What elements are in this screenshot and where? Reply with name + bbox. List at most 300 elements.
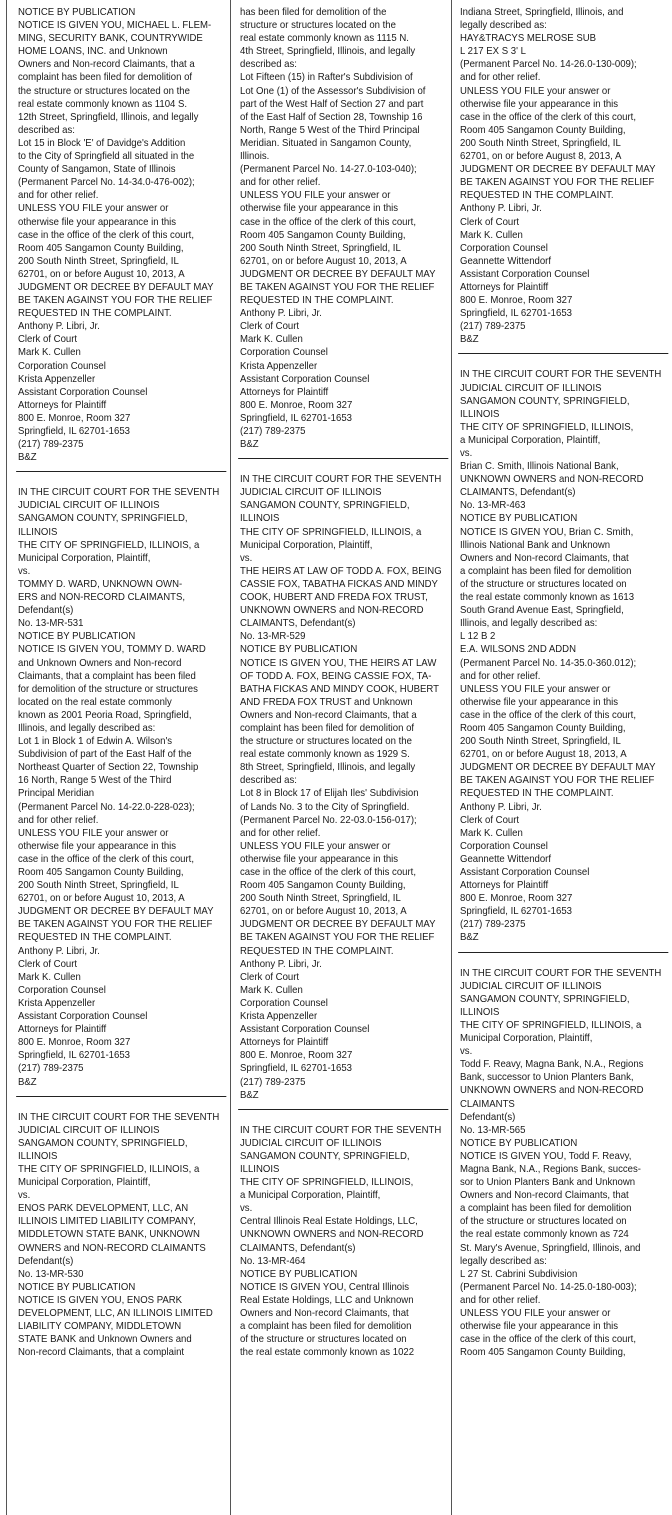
notice-line: case in the office of the clerk of this court, [18, 853, 195, 865]
notice-line: 4th Street, Springfield, Illinois, and legally [240, 46, 416, 58]
notice-line: Municipal Corporation, Plaintiff, [18, 1177, 151, 1189]
legal-notice [460, 368, 662, 944]
notice-line: Illinois, and legally described as: [18, 722, 156, 734]
notice-line: Springfield, IL 62701-1653 [240, 412, 352, 424]
notice-line: Illinois National Bank and Unknown [460, 539, 611, 551]
notice-line: Mark K. Cullen [18, 971, 81, 983]
notice-line: Room 405 Sangamon County Building, [460, 1347, 626, 1359]
notice-line: (Permanent Parcel No. 14-26.0-130-009); [460, 59, 637, 71]
notice-line: E.A. WILSONS 2ND ADDN [460, 644, 577, 656]
notice-line: Attorneys for Plaintiff [240, 386, 329, 398]
notice-line: No. 13-MR-529 [240, 631, 306, 643]
notice-line: otherwise file your appearance in this [460, 98, 619, 110]
notice-line: and for other relief. [460, 670, 541, 682]
notice-line: Springfield, IL 62701-1653 [18, 1050, 130, 1062]
notice-line: Springfield, IL 62701-1653 [460, 308, 572, 320]
notice-line: Owners and Non-record Claimants, that a [240, 709, 417, 721]
notice-line: JUDGMENT OR DECREE BY DEFAULT MAY [460, 762, 656, 774]
notice-line: the real estate commonly known as 1613 [460, 592, 635, 604]
notice-line: of the structure or structures located on [240, 1334, 407, 1346]
notice-line: Springfield, IL 62701-1653 [18, 426, 130, 437]
notice-line: otherwise file your appearance in this [18, 840, 177, 852]
notice-line: otherwise file your appearance in this [460, 696, 619, 708]
notice-line: 800 E. Monroe, Room 327 [18, 412, 131, 424]
notice-line: Krista Appenzeller [240, 360, 318, 372]
notice-line: Lot 1 in Block 1 of Edwin A. Wilson's [18, 736, 173, 748]
notice-line: and for other relief. [18, 814, 99, 826]
notice-line: Clerk of Court [460, 814, 520, 826]
column-1 [18, 6, 220, 1359]
notice-line: JUDGMENT OR DECREE BY DEFAULT MAY [460, 164, 656, 176]
notice-line: REQUESTED IN THE COMPLAINT. [460, 190, 614, 202]
notice-line: THE HEIRS AT LAW OF TODD A. FOX, BEING [240, 565, 442, 577]
notice-line: UNKNOWN OWNERS and NON-RECORD [240, 1229, 424, 1241]
notice-line: B&Z [18, 452, 37, 464]
notice-line: (Permanent Parcel No. 14-34.0-476-002); [18, 177, 195, 189]
column-rule [451, 0, 452, 1515]
notice-line: SANGAMON COUNTY, SPRINGFIELD, [18, 513, 188, 525]
notice-line: Anthony P. Libri, Jr. [240, 958, 322, 970]
notice-line: (Permanent Parcel No. 14-25.0-180-003); [460, 1281, 637, 1293]
notice-line: ILLINOIS [460, 1006, 500, 1018]
notice-line: Springfield, IL 62701-1653 [460, 906, 572, 918]
notice-line: JUDICIAL CIRCUIT OF ILLINOIS [240, 487, 382, 499]
notice-line: Attorneys for Plaintiff [18, 1024, 107, 1036]
notice-line: case in the office of the clerk of this court, [460, 111, 637, 123]
notice-line: JUDICIAL CIRCUIT OF ILLINOIS [18, 1124, 160, 1136]
notice-line: No. 13-MR-464 [240, 1255, 306, 1267]
notice-line: COOK, HUBERT AND FREDA FOX TRUST, [240, 592, 428, 604]
notice-line: Clerk of Court [460, 216, 520, 228]
notice-line: of the structure or structures located on [460, 1216, 627, 1228]
notice-line: 200 South Ninth Street, Springfield, IL [240, 893, 401, 905]
notice-line: has been filed for demolition of the [240, 7, 387, 18]
notice-line: the real estate commonly known as 1022 [240, 1347, 415, 1359]
notice-line: Room 405 Sangamon County Building, [18, 867, 184, 878]
notice-line: Anthony P. Libri, Jr. [240, 308, 322, 320]
notice-line: Anthony P. Libri, Jr. [18, 945, 100, 957]
notice-line: legally described as: [460, 20, 547, 32]
notice-line: HOME LOANS, INC. and Unknown [18, 46, 168, 58]
notice-line: ILLINOIS [460, 408, 500, 420]
notice-line: B&Z [18, 1076, 37, 1088]
notice-line: NOTICE IS GIVEN YOU, Todd F. Reavy, [460, 1150, 632, 1162]
notice-line: JUDICIAL CIRCUIT OF ILLINOIS [240, 1137, 382, 1149]
notice-line: SANGAMON COUNTY, SPRINGFIELD, [240, 1150, 410, 1162]
notice-line: 62701, on or before August 10, 2013, A [240, 255, 407, 267]
notice-line: JUDICIAL CIRCUIT OF ILLINOIS [18, 500, 160, 512]
notice-line: case in the office of the clerk of this court, [460, 709, 637, 721]
notice-line: 62701, on or before August 18, 2013, A [460, 749, 627, 761]
notice-line: L 217 EX S 3' L [460, 46, 526, 58]
column-2 [240, 6, 442, 1359]
notice-line: CLAIMANTS, Defendant(s) [240, 1242, 356, 1254]
notice-line: a Municipal Corporation, Plaintiff, [460, 434, 601, 446]
notice-line: structure or structures located on the [240, 20, 396, 32]
notice-line: (217) 789-2375 [18, 439, 84, 451]
notice-line: ILLINOIS LIMITED LIABILITY COMPANY, [18, 1216, 196, 1228]
notice-line: Corporation Counsel [240, 997, 328, 1009]
notice-line: UNLESS YOU FILE your answer or [18, 203, 169, 215]
notice-line: IN THE CIRCUIT COURT FOR THE SEVENTH [240, 1124, 442, 1136]
notice-line: UNKNOWN OWNERS and NON-RECORD [460, 1085, 644, 1097]
notice-line: MING, SECURITY BANK, COUNTRYWIDE [18, 33, 203, 45]
notice-line: BE TAKEN AGAINST YOU FOR THE RELIEF [240, 281, 435, 293]
notice-line: Room 405 Sangamon County Building, [18, 242, 184, 254]
notice-line: 8th Street, Springfield, Illinois, and legally [240, 762, 416, 774]
notice-line: Municipal Corporation, Plaintiff, [460, 1033, 593, 1045]
notice-line: IN THE CIRCUIT COURT FOR THE SEVENTH [460, 369, 662, 381]
notice-line: a complaint has been filed for demolition [460, 1203, 632, 1215]
notice-line: case in the office of the clerk of this court, [460, 1334, 637, 1346]
notice-line: No. 13-MR-531 [18, 618, 84, 630]
notice-line: Geannette Wittendorf [460, 853, 552, 865]
notice-line: Mark K. Cullen [240, 334, 303, 346]
notice-line: (Permanent Parcel No. 14-22.0-228-023); [18, 801, 195, 813]
notice-line: REQUESTED IN THE COMPLAINT. [18, 308, 172, 320]
notice-line: UNLESS YOU FILE your answer or [240, 190, 391, 202]
notice-line: to the City of Springfield all situated in the [18, 151, 195, 163]
notice-line: Clerk of Court [240, 321, 300, 333]
notice-line: (217) 789-2375 [18, 1063, 84, 1075]
notice-line: NOTICE BY PUBLICATION [240, 644, 358, 656]
notice-line: located on the real estate commonly [18, 696, 172, 708]
notice-line: part of the West Half of Section 27 and part [240, 98, 424, 110]
notice-line: (217) 789-2375 [460, 321, 526, 333]
notice-line: BE TAKEN AGAINST YOU FOR THE RELIEF [460, 177, 655, 189]
notice-line: NOTICE BY PUBLICATION [18, 631, 136, 643]
notice-line: CLAIMANTS, Defendant(s) [240, 618, 356, 630]
notice-line: vs. [240, 1203, 253, 1215]
notice-line: NOTICE IS GIVEN YOU, ENOS PARK [18, 1294, 183, 1306]
notice-line: 62701, on or before August 8, 2013, A [460, 151, 622, 163]
notice-line: Real Estate Holdings, LLC and Unknown [240, 1294, 414, 1306]
notice-line: Attorneys for Plaintiff [18, 399, 107, 411]
notice-line: Assistant Corporation Counsel [240, 1024, 370, 1036]
notice-line: CLAIMANTS, Defendant(s) [460, 487, 576, 499]
notice-line: BE TAKEN AGAINST YOU FOR THE RELIEF [460, 775, 655, 787]
notice-line: Corporation Counsel [18, 360, 106, 372]
notice-line: TOMMY D. WARD, UNKNOWN OWN- [18, 578, 183, 590]
notice-line: NOTICE BY PUBLICATION [240, 1268, 358, 1280]
notice-line: UNLESS YOU FILE your answer or [240, 840, 391, 852]
notice-line: Krista Appenzeller [18, 373, 96, 385]
notice-line: South Grand Avenue East, Springfield, [460, 605, 624, 617]
notice-line: Owners and Non-record Claimants, that [460, 1190, 629, 1202]
notice-line: IN THE CIRCUIT COURT FOR THE SEVENTH [18, 487, 220, 499]
notice-line: B&Z [460, 334, 479, 346]
notice-line: UNLESS YOU FILE your answer or [18, 827, 169, 839]
notice-line: JUDICIAL CIRCUIT OF ILLINOIS [460, 980, 602, 992]
notice-line: real estate commonly known as 1929 S. [240, 749, 410, 761]
notice-line: Mark K. Cullen [240, 984, 303, 996]
notice-line: Anthony P. Libri, Jr. [18, 321, 100, 333]
notice-line: REQUESTED IN THE COMPLAINT. [240, 295, 394, 307]
notice-line: NOTICE IS GIVEN YOU, Brian C. Smith, [460, 526, 634, 538]
notice-line: Room 405 Sangamon County Building, [240, 880, 406, 892]
notice-line: Corporation Counsel [460, 242, 548, 254]
notice-line: North, Range 5 West of the Third Principal [240, 124, 420, 136]
notice-line: the structure or structures located on the [240, 736, 412, 748]
notice-line: LIABILITY COMPANY, MIDDLETOWN [18, 1321, 182, 1333]
notice-line: 62701, on or before August 10, 2013, A [240, 906, 407, 918]
notice-line: UNKNOWN OWNERS and NON-RECORD [240, 605, 424, 617]
notice-line: HAY&TRACYS MELROSE SUB [460, 33, 597, 45]
notice-line: vs. [18, 565, 31, 577]
notice-line: Subdivision of part of the East Half of the [18, 749, 192, 761]
notice-line: case in the office of the clerk of this court, [240, 216, 417, 228]
notice-line: (217) 789-2375 [460, 919, 526, 931]
notice-line: case in the office of the clerk of this court, [240, 867, 417, 878]
notice-line: REQUESTED IN THE COMPLAINT. [240, 945, 394, 957]
notice-line: L 27 St. Cabrini Subdivision [460, 1268, 578, 1280]
notice-line: UNLESS YOU FILE your answer or [460, 683, 611, 695]
notice-line: described as: [240, 59, 297, 71]
notice-line: Assistant Corporation Counsel [240, 373, 370, 385]
notice-line: Brian C. Smith, Illinois National Bank, [460, 461, 619, 473]
legal-notice [18, 486, 220, 1088]
notice-line: REQUESTED IN THE COMPLAINT. [460, 788, 614, 800]
legal-notice [18, 1111, 220, 1360]
notice-line: Room 405 Sangamon County Building, [240, 229, 406, 241]
notice-line: Lot Fifteen (15) in Rafter's Subdivision of [240, 72, 413, 84]
notice-line: B&Z [240, 439, 259, 451]
notice-line: 200 South Ninth Street, Springfield, IL [240, 242, 401, 254]
notice-line: 62701, on or before August 10, 2013, A [18, 893, 185, 905]
notice-line: BATHA FICKAS AND MINDY COOK, HUBERT [240, 683, 440, 695]
notice-line: THE CITY OF SPRINGFIELD, ILLINOIS, a [240, 526, 422, 538]
notice-line: THE CITY OF SPRINGFIELD, ILLINOIS, a [18, 539, 200, 551]
notice-line: UNLESS YOU FILE your answer or [460, 85, 611, 97]
notice-line: Illinois. [240, 151, 270, 163]
notice-line: Illinois, and legally described as: [460, 618, 598, 630]
notice-line: Attorneys for Plaintiff [460, 281, 549, 293]
notice-line: ILLINOIS [18, 526, 58, 538]
notice-line: for demolition of the structure or structures [18, 683, 198, 695]
notice-line: known as 2001 Peoria Road, Springfield, [18, 709, 192, 721]
notice-line: Anthony P. Libri, Jr. [460, 203, 542, 215]
notice-line: Krista Appenzeller [18, 997, 96, 1009]
notice-line: legally described as: [460, 1255, 547, 1267]
notice-line: complaint has been filed for demolition of [240, 722, 415, 734]
notice-line: Corporation Counsel [18, 984, 106, 996]
notice-line: ILLINOIS [240, 513, 280, 525]
notice-line: 62701, on or before August 10, 2013, A [18, 268, 185, 280]
notice-line: REQUESTED IN THE COMPLAINT. [18, 932, 172, 944]
notice-line: Attorneys for Plaintiff [460, 880, 549, 892]
notice-line: Room 405 Sangamon County Building, [460, 722, 626, 734]
notice-line: STATE BANK and Unknown Owners and [18, 1334, 192, 1346]
notice-line: 16 North, Range 5 West of the Third [18, 775, 172, 787]
notice-line: 200 South Ninth Street, Springfield, IL [18, 255, 179, 267]
notice-line: OWNERS and NON-RECORD CLAIMANTS [18, 1242, 206, 1254]
notice-line: NOTICE BY PUBLICATION [18, 1281, 136, 1293]
notice-line: otherwise file your appearance in this [240, 203, 399, 215]
notice-line: otherwise file your appearance in this [460, 1321, 619, 1333]
notice-line: Corporation Counsel [460, 840, 548, 852]
notice-line: Defendant(s) [460, 1111, 516, 1123]
notice-line: 800 E. Monroe, Room 327 [240, 1050, 353, 1062]
notice-line: and for other relief. [460, 72, 541, 84]
notice-line: and for other relief. [18, 190, 99, 202]
notice-divider [16, 471, 226, 472]
notice-line: otherwise file your appearance in this [240, 853, 399, 865]
column-rule [6, 0, 7, 1515]
notice-line: the real estate commonly known as 724 [460, 1229, 629, 1241]
notice-line: JUDGMENT OR DECREE BY DEFAULT MAY [240, 919, 436, 931]
notice-line: vs. [460, 448, 473, 459]
notice-line: MIDDLETOWN STATE BANK, UNKNOWN [18, 1229, 200, 1241]
notice-line: a complaint has been filed for demolition [460, 565, 632, 577]
notice-line: No. 13-MR-565 [460, 1124, 526, 1136]
notice-line: NOTICE BY PUBLICATION [460, 513, 578, 525]
column-rule [230, 0, 231, 1515]
notice-line: real estate commonly known as 1115 N. [240, 33, 409, 45]
legal-notice [240, 6, 436, 451]
notice-line: JUDGMENT OR DECREE BY DEFAULT MAY [240, 268, 436, 280]
notice-line: Lot 15 in Block 'E' of Davidge's Addition [18, 137, 186, 149]
notice-line: and for other relief. [240, 827, 321, 839]
notice-line: 800 E. Monroe, Room 327 [240, 399, 353, 411]
notice-line: Clerk of Court [18, 334, 78, 346]
notice-line: JUDGMENT OR DECREE BY DEFAULT MAY [18, 281, 214, 293]
notice-line: a Municipal Corporation, Plaintiff, [240, 1190, 381, 1202]
notice-line: Attorneys for Plaintiff [240, 1037, 329, 1049]
notice-line: CASSIE FOX, TABATHA FICKAS AND MINDY [240, 578, 438, 590]
notice-line: Assistant Corporation Counsel [460, 867, 590, 878]
notice-line: 200 South Ninth Street, Springfield, IL [460, 736, 621, 748]
notice-line: Owners and Non-record Claimants, that [460, 552, 629, 564]
notice-line: St. Mary's Avenue, Springfield, Illinois, and [460, 1242, 641, 1254]
notice-line: Indiana Street, Springfield, Illinois, and [460, 7, 624, 18]
notice-line: NOTICE IS GIVEN YOU, Central Illinois [240, 1281, 410, 1293]
notice-line: Defendant(s) [18, 605, 74, 617]
notice-line: County of Sangamon, State of Illinois [18, 164, 176, 176]
notice-line: OF TODD A. FOX, BEING CASSIE FOX, TA- [240, 670, 432, 682]
notice-line: IN THE CIRCUIT COURT FOR THE SEVENTH [18, 1111, 220, 1123]
notice-line: SANGAMON COUNTY, SPRINGFIELD, [460, 395, 630, 407]
notice-line: described as: [18, 124, 75, 136]
notice-line: Magna Bank, N.A., Regions Bank, succes- [460, 1163, 641, 1175]
notice-line: otherwise file your appearance in this [18, 216, 177, 228]
legal-notice [18, 6, 214, 464]
notice-line: Krista Appenzeller [240, 1011, 318, 1023]
notice-line: UNLESS YOU FILE your answer or [460, 1308, 611, 1319]
notice-line: No. 13-MR-463 [460, 500, 526, 512]
notice-line: SANGAMON COUNTY, SPRINGFIELD, [18, 1137, 188, 1149]
notice-line: Clerk of Court [18, 958, 78, 970]
notice-line: Clerk of Court [240, 971, 300, 983]
notice-line: Meridian. Situated in Sangamon County, [240, 137, 412, 149]
notice-line: ERS and NON-RECORD CLAIMANTS, [18, 592, 186, 604]
notice-line: IN THE CIRCUIT COURT FOR THE SEVENTH [240, 474, 442, 486]
notice-line: vs. [18, 1190, 31, 1202]
notice-line: Assistant Corporation Counsel [460, 268, 590, 280]
notice-line: Corporation Counsel [240, 347, 328, 359]
notice-line: Mark K. Cullen [460, 229, 523, 241]
notice-line: SANGAMON COUNTY, SPRINGFIELD, [460, 993, 630, 1005]
notice-line: CLAIMANTS [460, 1098, 515, 1110]
notice-line: Owners and Non-record Claimants, that [240, 1308, 409, 1319]
notice-line: Owners and Non-record Claimants, that a [18, 59, 195, 71]
notice-line: L 12 B 2 [460, 631, 496, 643]
notice-divider [16, 1096, 226, 1097]
notice-divider [458, 353, 668, 354]
notice-line: Northeast Quarter of Section 22, Township [18, 762, 199, 774]
notice-line: Municipal Corporation, Plaintiff, [18, 552, 151, 564]
notice-divider [238, 1109, 448, 1110]
notice-line: (Permanent Parcel No. 14-27.0-103-040); [240, 164, 417, 176]
notice-line: NOTICE IS GIVEN YOU, MICHAEL L. FLEM- [18, 20, 212, 32]
notice-line: BE TAKEN AGAINST YOU FOR THE RELIEF [240, 932, 435, 944]
notice-line: NOTICE BY PUBLICATION [460, 1137, 578, 1149]
notice-line: Mark K. Cullen [18, 347, 81, 359]
notice-line: and for other relief. [460, 1294, 541, 1306]
notice-line: IN THE CIRCUIT COURT FOR THE SEVENTH [460, 967, 662, 979]
notice-line: Non-record Claimants, that a complaint [18, 1347, 185, 1359]
notice-line: Municipal Corporation, Plaintiff, [240, 539, 373, 551]
notice-line: 800 E. Monroe, Room 327 [18, 1037, 131, 1049]
notice-line: Geannette Wittendorf [460, 255, 552, 267]
notice-line: sor to Union Planters Bank and Unknown [460, 1177, 636, 1189]
notice-line: Defendant(s) [18, 1255, 74, 1267]
notice-line: ENOS PARK DEVELOPMENT, LLC, AN [18, 1203, 189, 1215]
notice-line: vs. [460, 1046, 473, 1058]
notice-line: Lot 8 in Block 17 of Elijah Iles' Subdivision [240, 788, 419, 800]
notice-line: SANGAMON COUNTY, SPRINGFIELD, [240, 500, 410, 512]
notice-line: Todd F. Reavy, Magna Bank, N.A., Regions [460, 1059, 644, 1071]
notice-line: AND FREDA FOX TRUST and Unknown [240, 696, 413, 708]
notice-line: 800 E. Monroe, Room 327 [460, 295, 573, 307]
notice-line: THE CITY OF SPRINGFIELD, ILLINOIS, a [460, 1019, 642, 1031]
notice-line: B&Z [240, 1089, 259, 1101]
notice-line: UNKNOWN OWNERS and NON-RECORD [460, 474, 644, 486]
notice-line: real estate commonly known as 1104 S. [18, 98, 188, 110]
legal-notice [460, 6, 656, 346]
notice-line: vs. [240, 552, 253, 564]
notice-line: case in the office of the clerk of this court, [18, 229, 195, 241]
notice-line: Bank, successor to Union Planters Bank, [460, 1072, 634, 1084]
notice-divider [458, 952, 668, 953]
notice-line: BE TAKEN AGAINST YOU FOR THE RELIEF [18, 295, 213, 307]
notice-line: DEVELOPMENT, LLC, AN ILLINOIS LIMITED [18, 1308, 213, 1319]
notice-line: 800 E. Monroe, Room 327 [460, 893, 573, 905]
notice-line: (217) 789-2375 [240, 1076, 306, 1088]
notice-line: NOTICE IS GIVEN YOU, TOMMY D. WARD [18, 644, 206, 656]
notice-line: (Permanent Parcel No. 14-35.0-360.012); [460, 657, 637, 669]
legal-notice [240, 473, 442, 1102]
notice-line: THE CITY OF SPRINGFIELD, ILLINOIS, [460, 421, 634, 433]
notice-line: ILLINOIS [18, 1150, 58, 1162]
notice-line: JUDICIAL CIRCUIT OF ILLINOIS [460, 382, 602, 394]
notice-line: and Unknown Owners and Non-record [18, 657, 182, 669]
notice-line: complaint has been filed for demolition of [18, 72, 193, 84]
notice-line: Claimants, that a complaint has been filed [18, 670, 196, 682]
legal-notice [240, 1124, 442, 1360]
notice-line: Mark K. Cullen [460, 827, 523, 839]
notice-line: described as: [240, 775, 297, 787]
notice-line: ILLINOIS [240, 1163, 280, 1175]
notice-line: BE TAKEN AGAINST YOU FOR THE RELIEF [18, 919, 213, 931]
notice-line: THE CITY OF SPRINGFIELD, ILLINOIS, a [18, 1163, 200, 1175]
notice-line: and for other relief. [240, 177, 321, 189]
notice-line: the structure or structures located on the [18, 85, 190, 97]
legal-notice [460, 967, 662, 1360]
notice-line: No. 13-MR-530 [18, 1268, 84, 1280]
notice-line: B&Z [460, 932, 479, 944]
notice-line: Room 405 Sangamon County Building, [460, 124, 626, 136]
notice-line: Springfield, IL 62701-1653 [240, 1063, 352, 1075]
